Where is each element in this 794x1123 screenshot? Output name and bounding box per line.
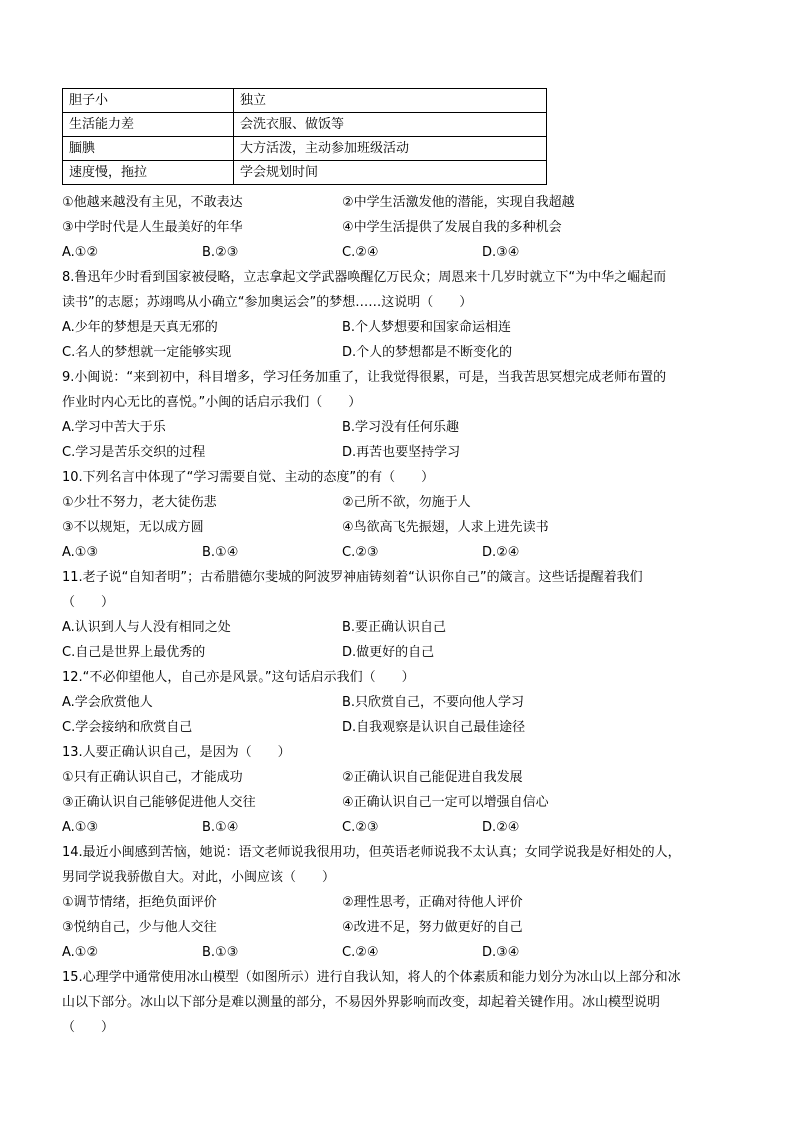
question-14	[62, 840, 732, 965]
option: ③不以规矩，无以成方圆	[62, 520, 204, 535]
option: D.个人的梦想都是不断变化的	[342, 345, 513, 360]
option: ④鸟欲高飞先振翅，人求上进先读书	[342, 520, 549, 535]
option: D.自我观察是认识自己最佳途径	[342, 720, 526, 735]
question-9	[62, 365, 732, 465]
table-row	[63, 89, 547, 113]
choice: B.①④	[202, 545, 239, 560]
option: ③正确认识自己能够促进他人交往	[62, 795, 256, 810]
table-cell: 速度慢，拖拉	[63, 161, 234, 185]
option: ②理性思考，正确对待他人评价	[342, 895, 523, 910]
choice: D.②④	[482, 545, 520, 560]
table-cell: 胆子小	[63, 89, 234, 113]
option: A.认识到人与人没有相同之处	[62, 620, 231, 635]
option: ①调节情绪，拒绝负面评价	[62, 895, 217, 910]
choice: A.①③	[62, 545, 99, 560]
option: A.少年的梦想是天真无邪的	[62, 320, 218, 335]
question-11	[62, 565, 732, 665]
table-cell: 腼腆	[63, 137, 234, 161]
choice: C.②④	[342, 245, 379, 260]
option: B.要正确认识自己	[342, 620, 447, 635]
option: C.自己是世界上最优秀的	[62, 645, 206, 660]
option: D.再苦也要坚持学习	[342, 445, 461, 460]
question-12	[62, 665, 732, 740]
question-stem: 11.老子说“自知者明”；古希腊德尔斐城的阿波罗神庙铸刻着“认识你自己”的箴言。这些话提醒着我们	[62, 570, 643, 585]
question-stem: 15.心理学中通常使用冰山模型（如图所示）进行自我认知，将人的个体素质和能力划分为冰山以上部分和冰	[62, 970, 681, 985]
table-row	[63, 113, 547, 137]
choice: C.②③	[342, 545, 379, 560]
question-stem: 8.鲁迅年少时看到国家被侵略，立志拿起文学武器唤醒亿万民众；周恩来十几岁时就立下“为中华之崛起而	[62, 270, 667, 285]
question-stem: 作业时内心无比的喜悦。”小闽的话启示我们（ ）	[62, 395, 362, 410]
question-7	[62, 190, 732, 265]
option: ②己所不欲，勿施于人	[342, 495, 471, 510]
option: ①少壮不努力，老大徒伤悲	[62, 495, 217, 510]
table-cell: 独立	[234, 89, 547, 113]
table-cell: 会洗衣服、做饭等	[234, 113, 547, 137]
question-stem: 13.人要正确认识自己，是因为（ ）	[62, 745, 291, 760]
option: B.个人梦想要和国家命运相连	[342, 320, 512, 335]
choice: D.②④	[482, 820, 520, 835]
question-stem: （ ）	[62, 595, 115, 610]
question-8	[62, 265, 732, 365]
choice: C.②③	[342, 820, 379, 835]
choice: C.②④	[342, 945, 379, 960]
option: C.名人的梦想就一定能够实现	[62, 345, 232, 360]
question-13	[62, 740, 732, 840]
choice: D.③④	[482, 945, 520, 960]
question-stem: 读书”的志愿；苏翊鸣从小确立“参加奥运会”的梦想……这说明（ ）	[62, 295, 473, 310]
option: ①只有正确认识自己，才能成功	[62, 770, 243, 785]
option: C.学习是苦乐交织的过程	[62, 445, 206, 460]
option: ③悦纳自己，少与他人交往	[62, 920, 217, 935]
choice: B.①③	[202, 945, 239, 960]
option: ④正确认识自己一定可以增强自信心	[342, 795, 549, 810]
table-cell: 学会规划时间	[234, 161, 547, 185]
option: A.学习中苦大于乐	[62, 420, 166, 435]
choice: A.①②	[62, 945, 99, 960]
option: ④中学生活提供了发展自我的多种机会	[342, 220, 562, 235]
choice: D.③④	[482, 245, 520, 260]
question-stem: 12.“不必仰望他人，自己亦是风景。”这句话启示我们（ ）	[62, 670, 415, 685]
choice: A.①②	[62, 245, 99, 260]
table-cell: 生活能力差	[63, 113, 234, 137]
question-stem: 10.下列名言中体现了“学习需要自觉、主动的态度”的有（ ）	[62, 470, 435, 485]
option: B.只欣赏自己，不要向他人学习	[342, 695, 525, 710]
table-row	[63, 161, 547, 185]
option: D.做更好的自己	[342, 645, 435, 660]
choice: B.①④	[202, 820, 239, 835]
comparison-table	[62, 88, 547, 185]
choice: B.②③	[202, 245, 239, 260]
option: ①他越来越没有主见，不敢表达	[62, 195, 243, 210]
question-stem: 9.小闽说：“来到初中，科目增多，学习任务加重了，让我觉得很累，可是，当我苦思冥想完成老师布置的	[62, 370, 667, 385]
option: ④改进不足，努力做更好的自己	[342, 920, 523, 935]
option: B.学习没有任何乐趣	[342, 420, 460, 435]
question-stem: 男同学说我骄傲自大。对此，小闽应该（ ）	[62, 870, 336, 885]
question-10	[62, 465, 732, 565]
choice: A.①③	[62, 820, 99, 835]
table-cell: 大方活泼，主动参加班级活动	[234, 137, 547, 161]
option: ②正确认识自己能促进自我发展	[342, 770, 523, 785]
question-15	[62, 965, 732, 1040]
table-row	[63, 137, 547, 161]
option: C.学会接纳和欣赏自己	[62, 720, 193, 735]
option: ②中学生活激发他的潜能，实现自我超越	[342, 195, 575, 210]
question-stem: 山以下部分。冰山以下部分是难以测量的部分，不易因外界影响而改变，却起着关键作用。冰山模型说明	[62, 995, 661, 1010]
option: A.学会欣赏他人	[62, 695, 153, 710]
option: ③中学时代是人生最美好的年华	[62, 220, 243, 235]
question-stem: 14.最近小闽感到苦恼，她说：语文老师说我很用功，但英语老师说我不太认真；女同学说我是好相处的人，	[62, 845, 681, 860]
question-stem: （ ）	[62, 1020, 115, 1035]
